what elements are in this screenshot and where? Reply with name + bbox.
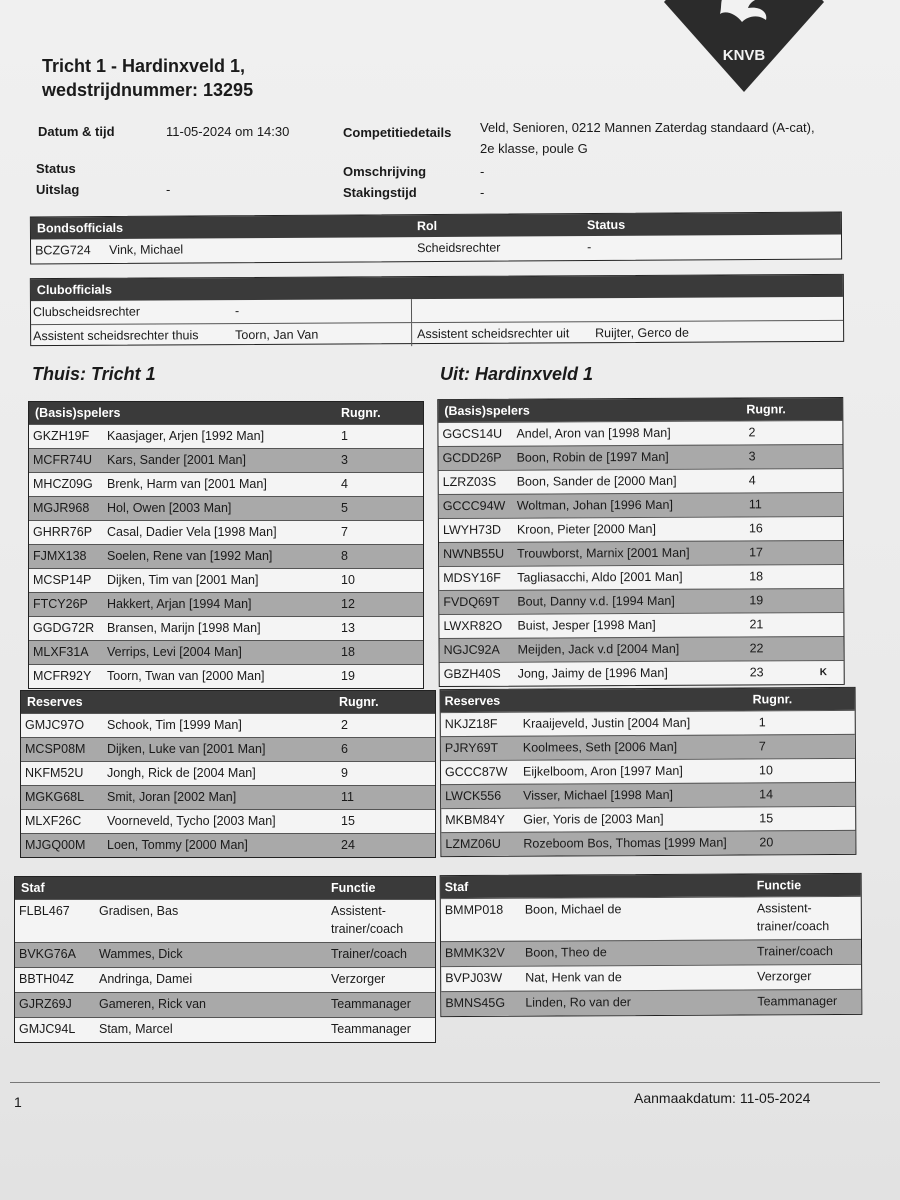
bondsofficial-row [31, 235, 841, 263]
player-row [439, 612, 843, 638]
competitie-value-1: Veld, Senioren, 0212 Mannen Zaterdag standaard (A-cat), [480, 120, 815, 135]
player-code: GHRR76P [33, 525, 93, 539]
player-row [29, 664, 423, 688]
player-code: MLXF26C [25, 814, 82, 828]
staf-functie: Verzorger [757, 969, 812, 984]
staf-functie: Trainer/coach [756, 944, 834, 959]
player-rugnr: 21 [749, 617, 764, 632]
player-rugnr: 13 [341, 621, 355, 635]
player-name: Bout, Danny v.d. [1994 Man] [517, 593, 675, 609]
player-name: Casal, Dadier Vela [1998 Man] [107, 525, 277, 539]
home-basis-table [28, 401, 424, 689]
datum-value: 11-05-2024 om 14:30 [166, 124, 290, 139]
title-line-2: wedstrijdnummer: 13295 [42, 80, 254, 100]
stakingstijd-value: - [480, 185, 485, 200]
player-code: NKFM52U [25, 766, 84, 780]
staf-code: BMNS45G [445, 995, 506, 1011]
player-row [29, 520, 423, 544]
player-code: GGCS14U [442, 426, 503, 442]
staf-row [441, 896, 861, 941]
reserves-col-title: Reserves [444, 693, 501, 709]
player-row [441, 830, 855, 856]
competitie-label: Competitiedetails [343, 125, 452, 140]
staf-functie-line2: trainer/coach [756, 919, 830, 934]
home-reserves-table [20, 690, 436, 858]
player-row [29, 472, 423, 496]
home-staf-header [15, 877, 435, 899]
assistent-row [31, 320, 843, 348]
player-rugnr: 18 [749, 569, 764, 584]
player-code: MJGQ00M [25, 838, 86, 852]
player-name: Brenk, Harm van [2001 Man] [107, 477, 267, 491]
player-name: Kars, Sander [2001 Man] [107, 453, 246, 467]
staf-row [15, 992, 435, 1017]
player-row [439, 588, 843, 614]
player-row [21, 737, 435, 761]
staf-code: BMMK32V [445, 945, 505, 961]
uitslag-value: - [166, 182, 171, 197]
player-rugnr: 10 [758, 763, 773, 778]
player-code: FTCY26P [33, 597, 88, 611]
ass-thuis-label: Assistent scheidsrechter thuis [33, 328, 199, 344]
player-rugnr: 1 [758, 715, 766, 730]
player-name: Kaasjager, Arjen [1992 Man] [107, 429, 265, 443]
player-code: NWNB55U [443, 546, 505, 562]
player-code: MGJR968 [33, 501, 90, 515]
staf-col-title: Staf [21, 881, 45, 895]
player-code: FJMX138 [33, 549, 87, 563]
player-name: Kroon, Pieter [2000 Man] [516, 521, 656, 537]
player-name: Loen, Tommy [2000 Man] [107, 838, 248, 852]
staf-functie: Teammanager [757, 994, 838, 1009]
player-rugnr: 23 [749, 665, 764, 680]
player-rugnr: 9 [341, 766, 348, 780]
player-code: MLXF31A [33, 645, 89, 659]
player-code: NGJC92A [443, 642, 500, 658]
player-name: Andel, Aron van [1998 Man] [516, 425, 671, 441]
player-name: Koolmees, Seth [2006 Man] [522, 739, 678, 755]
player-name: Boon, Robin de [1997 Man] [516, 449, 669, 465]
away-staf-table [440, 873, 863, 1017]
basis-col-title: (Basis)spelers [444, 403, 530, 419]
player-name: Hol, Owen [2003 Man] [107, 501, 232, 515]
player-name: Dijken, Luke van [2001 Man] [107, 742, 266, 756]
player-rugnr: 7 [341, 525, 348, 539]
staf-functie: Teammanager [331, 1022, 411, 1036]
away-basis-table [437, 397, 845, 687]
player-code: LWCK556 [445, 788, 502, 804]
player-rugnr: 5 [341, 501, 348, 515]
staf-code: GJRZ69J [19, 997, 72, 1011]
player-name: Smit, Joran [2002 Man] [107, 790, 237, 804]
ass-thuis-value: Toorn, Jan Van [235, 327, 319, 343]
stakingstijd-label: Stakingstijd [343, 185, 417, 200]
player-name: Bransen, Marijn [1998 Man] [107, 621, 261, 635]
rugnr-col-title: Rugnr. [339, 695, 379, 709]
status-label: Status [36, 161, 76, 176]
player-code: MCSP14P [33, 573, 92, 587]
bondsofficials-col-title: Bondsofficials [36, 220, 124, 236]
datum-label: Datum & tijd [38, 124, 115, 139]
player-code: MCFR92Y [33, 669, 92, 683]
player-name: Rozeboom Bos, Thomas [1999 Man] [523, 835, 727, 851]
player-row [441, 806, 855, 832]
page-number: 1 [14, 1094, 22, 1110]
player-code: MCFR74U [33, 453, 93, 467]
official-code: BCZG724 [35, 243, 91, 258]
staf-col-title: Staf [444, 879, 469, 895]
player-code: FVDQ69T [443, 594, 500, 610]
staf-code: BMMP018 [444, 902, 504, 918]
player-rugnr: 22 [749, 641, 764, 656]
staf-functie: Verzorger [331, 972, 386, 986]
player-rugnr: 15 [759, 811, 774, 826]
player-rugnr: 20 [759, 835, 774, 850]
player-row [438, 420, 842, 446]
player-rugnr: 2 [748, 425, 756, 440]
player-name: Eijkelboom, Aron [1997 Man] [522, 763, 683, 779]
player-name: Soelen, Rene van [1992 Man] [107, 549, 273, 563]
player-code: NKJZ18F [444, 716, 498, 732]
status-col-title: Status [586, 217, 626, 233]
staf-row [15, 967, 435, 992]
staf-name: Nat, Henk van de [525, 970, 622, 985]
player-code: GCCC87W [444, 764, 508, 780]
staf-row [441, 939, 861, 966]
player-rugnr: 4 [748, 473, 756, 488]
staf-code: FLBL467 [19, 904, 70, 918]
player-rugnr: 24 [341, 838, 355, 852]
player-code: GCDD26P [442, 450, 502, 466]
player-row [439, 516, 843, 542]
player-name: Schook, Tim [1999 Man] [107, 718, 242, 732]
clubofficials-header: Clubofficials [31, 275, 843, 301]
player-name: Trouwborst, Marnix [2001 Man] [517, 545, 690, 561]
player-name: Meijden, Jack v.d [2004 Man] [517, 641, 680, 657]
staf-name: Boon, Theo de [525, 945, 607, 960]
clubscheids-label: Clubscheidsrechter [32, 304, 141, 320]
staf-functie: Teammanager [331, 997, 411, 1011]
player-code: MHCZ09G [33, 477, 93, 491]
player-code: MKBM84Y [445, 812, 506, 828]
player-code: LZMZ06U [445, 836, 501, 852]
player-code: GGDG72R [33, 621, 95, 635]
home-basis-header [29, 402, 423, 424]
player-rugnr: 19 [749, 593, 764, 608]
player-rugnr: 10 [341, 573, 355, 587]
rol-col-title: Rol [416, 218, 438, 234]
player-name: Dijken, Tim van [2001 Man] [107, 573, 259, 587]
player-name: Gier, Yoris de [2003 Man] [523, 811, 664, 827]
player-row [29, 592, 423, 616]
player-name: Tagliasacchi, Aldo [2001 Man] [517, 569, 683, 585]
player-row [439, 564, 843, 590]
player-row [21, 761, 435, 785]
player-name: Hakkert, Arjan [1994 Man] [107, 597, 252, 611]
staf-name: Linden, Ro van der [525, 995, 631, 1010]
player-row [441, 758, 855, 784]
rugnr-col-title: Rugnr. [752, 692, 793, 707]
player-code: GCCC94W [442, 498, 506, 514]
home-staf-table [14, 876, 436, 1043]
player-name: Voorneveld, Tycho [2003 Man] [107, 814, 276, 828]
staf-name: Gameren, Rick van [99, 997, 206, 1011]
player-name: Visser, Michael [1998 Man] [523, 787, 674, 803]
player-rugnr: 17 [749, 545, 763, 560]
player-rugnr: 3 [748, 449, 756, 464]
basis-col-title: (Basis)spelers [35, 406, 121, 420]
player-row [439, 540, 843, 566]
footer-divider [10, 1082, 880, 1083]
player-rugnr: 2 [341, 718, 348, 732]
away-basis-header [438, 398, 842, 422]
competitie-value-2: 2e klasse, poule G [480, 141, 588, 156]
staf-code: BVKG76A [19, 947, 76, 961]
player-code: MGKG68L [25, 790, 85, 804]
captain-tag: K [819, 667, 827, 679]
staf-row [15, 1017, 435, 1042]
staf-name: Gradisen, Bas [99, 904, 179, 918]
reserves-col-title: Reserves [27, 695, 83, 709]
staf-name: Andringa, Damei [99, 972, 193, 986]
player-code: MCSP08M [25, 742, 86, 756]
title-line-1: Tricht 1 - Hardinxveld 1, [42, 56, 246, 76]
staf-name: Wammes, Dick [99, 947, 183, 961]
staf-row [441, 964, 861, 991]
player-code: GKZH19F [33, 429, 90, 443]
omschrijving-value: - [480, 164, 485, 179]
player-row [439, 468, 843, 494]
player-rugnr: 12 [341, 597, 355, 611]
staf-functie: Assistent- [331, 904, 386, 918]
player-row [441, 734, 855, 760]
player-code: LWYH73D [442, 522, 502, 538]
page-title [42, 54, 253, 102]
player-rugnr: 6 [341, 742, 348, 756]
player-name: Woltman, Johan [1996 Man] [516, 497, 673, 513]
away-team-title: Uit: Hardinxveld 1 [440, 364, 594, 384]
svg-text:KNVB: KNVB [722, 47, 766, 64]
player-row [21, 809, 435, 833]
player-rugnr: 14 [759, 787, 774, 802]
away-staf-header [441, 874, 861, 898]
player-rugnr: 19 [341, 669, 355, 683]
player-row [29, 640, 423, 664]
home-team-title: Thuis: Tricht 1 [32, 364, 156, 384]
player-row [439, 492, 843, 518]
staf-row [15, 942, 435, 967]
player-rugnr: 16 [748, 521, 763, 536]
player-code: MDSY16F [443, 570, 501, 586]
player-code: LWXR82O [443, 618, 503, 634]
rugnr-col-title: Rugnr. [341, 406, 381, 420]
player-row [438, 444, 842, 470]
player-row [29, 424, 423, 448]
player-code: GBZH40S [443, 666, 501, 682]
player-rugnr: 18 [341, 645, 355, 659]
player-row [29, 496, 423, 520]
player-row [21, 833, 435, 857]
staf-name: Boon, Michael de [524, 902, 622, 917]
player-row [29, 448, 423, 472]
away-reserves-header [441, 688, 855, 712]
player-rugnr: 11 [341, 790, 354, 804]
official-rol: Scheidsrechter [417, 240, 501, 256]
ass-uit-value: Ruijter, Gerco de [595, 325, 689, 341]
functie-col-title: Functie [756, 878, 802, 893]
official-status: - [587, 240, 592, 255]
staf-row [15, 899, 435, 942]
player-name: Toorn, Twan van [2000 Man] [107, 669, 265, 683]
aanmaakdatum: Aanmaakdatum: 11-05-2024 [634, 1090, 811, 1106]
player-name: Jong, Jaimy de [1996 Man] [517, 665, 668, 681]
player-name: Buist, Jesper [1998 Man] [517, 617, 656, 633]
player-row [440, 636, 844, 662]
staf-code: BVPJ03W [445, 970, 503, 986]
player-name: Boon, Sander de [2000 Man] [516, 473, 677, 489]
player-rugnr: 3 [341, 453, 348, 467]
functie-col-title: Functie [331, 881, 376, 895]
staf-functie: Trainer/coach [331, 947, 407, 961]
player-row [29, 616, 423, 640]
player-row [21, 785, 435, 809]
player-rugnr: 4 [341, 477, 348, 491]
player-row [440, 660, 844, 686]
player-row [441, 710, 855, 736]
player-code: PJRY69T [444, 740, 499, 756]
player-rugnr: 1 [341, 429, 348, 443]
player-name: Kraaijeveld, Justin [2004 Man] [522, 715, 691, 731]
clubofficials-table [30, 274, 844, 346]
player-row [29, 568, 423, 592]
staf-row [441, 989, 861, 1016]
official-name: Vink, Michael [109, 242, 184, 257]
player-code: LZRZ03S [442, 474, 497, 490]
player-rugnr: 11 [748, 497, 762, 512]
player-code: GMJC97O [25, 718, 85, 732]
away-reserves-table [440, 687, 857, 857]
ass-uit-label: Assistent scheidsrechter uit [417, 326, 570, 342]
uitslag-label: Uitslag [36, 182, 80, 197]
staf-functie: Assistent- [756, 901, 812, 916]
player-rugnr: 8 [341, 549, 348, 563]
player-name: Verrips, Levi [2004 Man] [107, 645, 242, 659]
player-rugnr: 15 [341, 814, 355, 828]
staf-code: GMJC94L [19, 1022, 76, 1036]
staf-code: BBTH04Z [19, 972, 74, 986]
player-row [29, 544, 423, 568]
staf-functie-line2: trainer/coach [331, 922, 404, 936]
bondsofficials-table [30, 212, 842, 265]
rugnr-col-title: Rugnr. [746, 402, 786, 417]
clubscheids-value: - [234, 304, 240, 319]
player-rugnr: 7 [758, 739, 766, 754]
staf-name: Stam, Marcel [99, 1022, 173, 1036]
omschrijving-label: Omschrijving [343, 164, 427, 179]
player-row [441, 782, 855, 808]
player-row [21, 713, 435, 737]
player-name: Jongh, Rick de [2004 Man] [107, 766, 256, 780]
home-reserves-header [21, 691, 435, 713]
knvb-logo [664, 0, 824, 92]
